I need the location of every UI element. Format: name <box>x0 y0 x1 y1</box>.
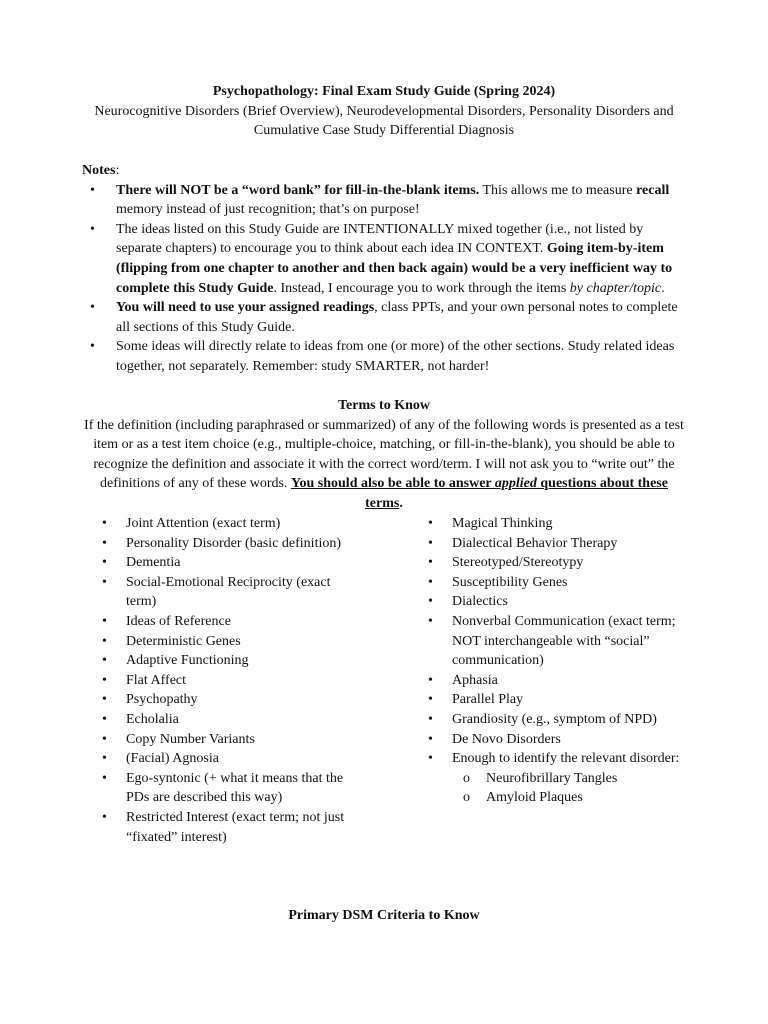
bullet-icon: • <box>102 574 107 590</box>
dsm-section <box>82 906 686 926</box>
term-item <box>426 710 688 730</box>
term-label: Adaptive Functioning <box>126 653 249 669</box>
bullet-icon: • <box>428 613 433 629</box>
bullet-icon: • <box>428 731 433 747</box>
bullet-icon: • <box>428 751 433 767</box>
term-sub-item <box>426 788 688 808</box>
bullet-icon: • <box>102 711 107 727</box>
terms-intro-end: . <box>399 495 403 511</box>
term-label: Dialectics <box>452 594 508 610</box>
term-item <box>100 553 364 573</box>
document-subtitle <box>82 102 686 141</box>
bullet-icon: • <box>102 613 107 629</box>
terms-heading: Terms to Know <box>337 398 431 413</box>
dsm-heading: Primary DSM Criteria to Know <box>288 908 480 923</box>
term-label: Parallel Play <box>452 692 524 708</box>
term-sub-label: Amyloid Plaques <box>486 790 583 806</box>
bullet-icon: • <box>102 516 107 531</box>
term-item <box>100 730 364 750</box>
term-item <box>100 632 364 652</box>
bullet-icon: • <box>102 555 107 571</box>
term-item <box>426 573 688 593</box>
note-2-text: The ideas listed on this Study Guide are INTENTIONALLY mixed together (i.e., not listed by separate chapters) to encourage you to think about each idea IN CONTEXT. <box>116 221 644 257</box>
bullet-icon: • <box>90 300 95 316</box>
terms-intro-text: If the definition (including paraphrased or summarized) of any of the following words is presented as a test item or as a test item choice (e.g., multiple-choice, matching, or fill-in-the-blank), you should be able to recognize the definition and associate it with the correct word/term. I will not ask you to “write out” the definitions of any of these words. <box>84 417 684 492</box>
notes-section <box>82 161 686 377</box>
term-label: Psychopathy <box>126 692 198 708</box>
bullet-icon: • <box>102 751 107 767</box>
terms-intro-paragraph <box>82 416 686 514</box>
terms-intro-emphasis-1: You should also be able to answer <box>290 476 495 492</box>
term-label: Ego-syntonic (+ what it means that the PDs are described this way) <box>126 770 344 806</box>
term-item <box>100 690 364 710</box>
term-label: Deterministic Genes <box>126 633 241 649</box>
term-item <box>100 671 364 691</box>
bullet-icon: • <box>428 555 433 571</box>
notes-heading-line <box>82 161 686 181</box>
term-label: Nonverbal Communication (exact term; NOT interchangeable with “social” communication) <box>452 613 676 669</box>
term-label: Susceptibility Genes <box>452 574 568 590</box>
circle-bullet-icon: o <box>463 770 470 786</box>
term-label: Enough to identify the relevant disorder: <box>452 751 680 767</box>
term-item <box>100 808 364 847</box>
note-2-italic: by chapter/topic <box>569 280 662 296</box>
term-item <box>426 749 688 769</box>
bullet-icon: • <box>428 692 433 708</box>
term-label: Restricted Interest (exact term; not just “fixated” interest) <box>126 809 345 845</box>
term-item <box>426 612 688 671</box>
terms-right-column <box>426 514 688 808</box>
term-item <box>100 573 364 612</box>
bullet-icon: • <box>102 653 107 669</box>
bullet-icon: • <box>428 711 433 727</box>
note-1-text: This allows me to measure <box>479 182 637 198</box>
bullet-icon: • <box>102 809 107 825</box>
term-label: Dialectical Behavior Therapy <box>452 535 618 551</box>
term-sub-label: Neurofibrillary Tangles <box>486 770 618 786</box>
terms-intro-emphasis-2: questions about these terms <box>365 476 668 511</box>
note-1-text-end: memory instead of just recognition; that’s on purpose! <box>116 202 420 218</box>
bullet-icon: • <box>90 339 95 355</box>
term-item <box>426 592 688 612</box>
terms-intro-emphasis-applied: applied <box>494 476 537 492</box>
circle-bullet-icon: o <box>463 790 470 806</box>
term-item <box>100 612 364 632</box>
term-item <box>100 749 364 769</box>
term-item <box>426 553 688 573</box>
note-2-bold: Going item-by-item (flipping from one chapter to another and then back again) would be a very inefficient way to complete this Study Guide <box>116 241 673 296</box>
term-item <box>426 534 688 554</box>
term-label: De Novo Disorders <box>452 731 561 747</box>
term-label: (Facial) Agnosia <box>126 751 219 767</box>
term-label: Magical Thinking <box>452 516 553 531</box>
bullet-icon: • <box>90 221 95 237</box>
term-label: Dementia <box>126 555 181 571</box>
note-2-text-2: . Instead, I encourage you to work through the items <box>273 280 570 296</box>
term-label: Grandiosity (e.g., symptom of NPD) <box>452 711 657 727</box>
term-label: Aphasia <box>452 672 498 688</box>
term-item <box>100 769 364 808</box>
bullet-icon: • <box>428 672 433 688</box>
term-item <box>100 514 364 534</box>
note-3-bold: You will need to use your assigned readings <box>116 300 375 316</box>
terms-left-list <box>100 514 364 847</box>
document-title: Psychopathology: Final Exam Study Guide (Spring 2024) <box>212 84 556 99</box>
term-item <box>100 651 364 671</box>
bullet-icon: • <box>428 535 433 551</box>
notes-list <box>82 181 686 377</box>
term-label: Ideas of Reference <box>126 613 231 629</box>
notes-list-item <box>82 337 686 376</box>
bullet-icon: • <box>428 516 433 531</box>
note-4-text: Some ideas will directly relate to ideas from one (or more) of the other sections. Study related ideas together, not separately. Remember: study SMARTER, not harder! <box>116 339 675 374</box>
term-label: Social-Emotional Reciprocity (exact term) <box>126 574 331 610</box>
term-item <box>426 514 688 534</box>
bullet-icon: • <box>102 770 107 786</box>
bullet-icon: • <box>102 633 107 649</box>
bullet-icon: • <box>102 731 107 747</box>
notes-heading: Notes <box>82 163 116 178</box>
bullet-icon: • <box>102 535 107 551</box>
note-1-bold-recall: recall <box>636 182 670 198</box>
term-label: Copy Number Variants <box>126 731 255 747</box>
term-item <box>426 671 688 691</box>
term-label: Stereotyped/Stereotypy <box>452 555 584 571</box>
term-label: Personality Disorder (basic definition) <box>126 535 342 551</box>
term-label: Joint Attention (exact term) <box>126 516 281 531</box>
note-1-bold-lead: There will NOT be a “word bank” for fill-in-the-blank items. <box>116 182 480 198</box>
notes-colon: : <box>115 163 120 178</box>
term-item <box>426 690 688 710</box>
terms-section-intro <box>82 396 686 514</box>
bullet-icon: • <box>90 182 95 198</box>
term-item <box>100 710 364 730</box>
terms-left-column <box>100 514 364 847</box>
term-item <box>426 730 688 750</box>
term-item <box>100 534 364 554</box>
bullet-icon: • <box>428 574 433 590</box>
term-label: Echolalia <box>126 711 179 727</box>
subtitle-line-1: Neurocognitive Disorders (Brief Overview), Neurodevelopmental Disorders, Personality Disorders and <box>94 103 674 119</box>
note-2-text-end: . <box>661 280 665 296</box>
notes-list-item <box>82 181 686 220</box>
term-label: Flat Affect <box>126 672 187 688</box>
notes-list-item <box>82 298 686 337</box>
terms-right-list <box>426 514 688 808</box>
bullet-icon: • <box>102 692 107 708</box>
bullet-icon: • <box>102 672 107 688</box>
document-header <box>82 82 686 141</box>
subtitle-line-2: Cumulative Case Study Differential Diagnosis <box>253 123 515 139</box>
term-sub-item <box>426 769 688 789</box>
notes-list-item <box>82 220 686 298</box>
note-3-text: , class PPTs, and your own personal notes to complete all sections of this Study Guide. <box>116 300 678 335</box>
bullet-icon: • <box>428 594 433 610</box>
